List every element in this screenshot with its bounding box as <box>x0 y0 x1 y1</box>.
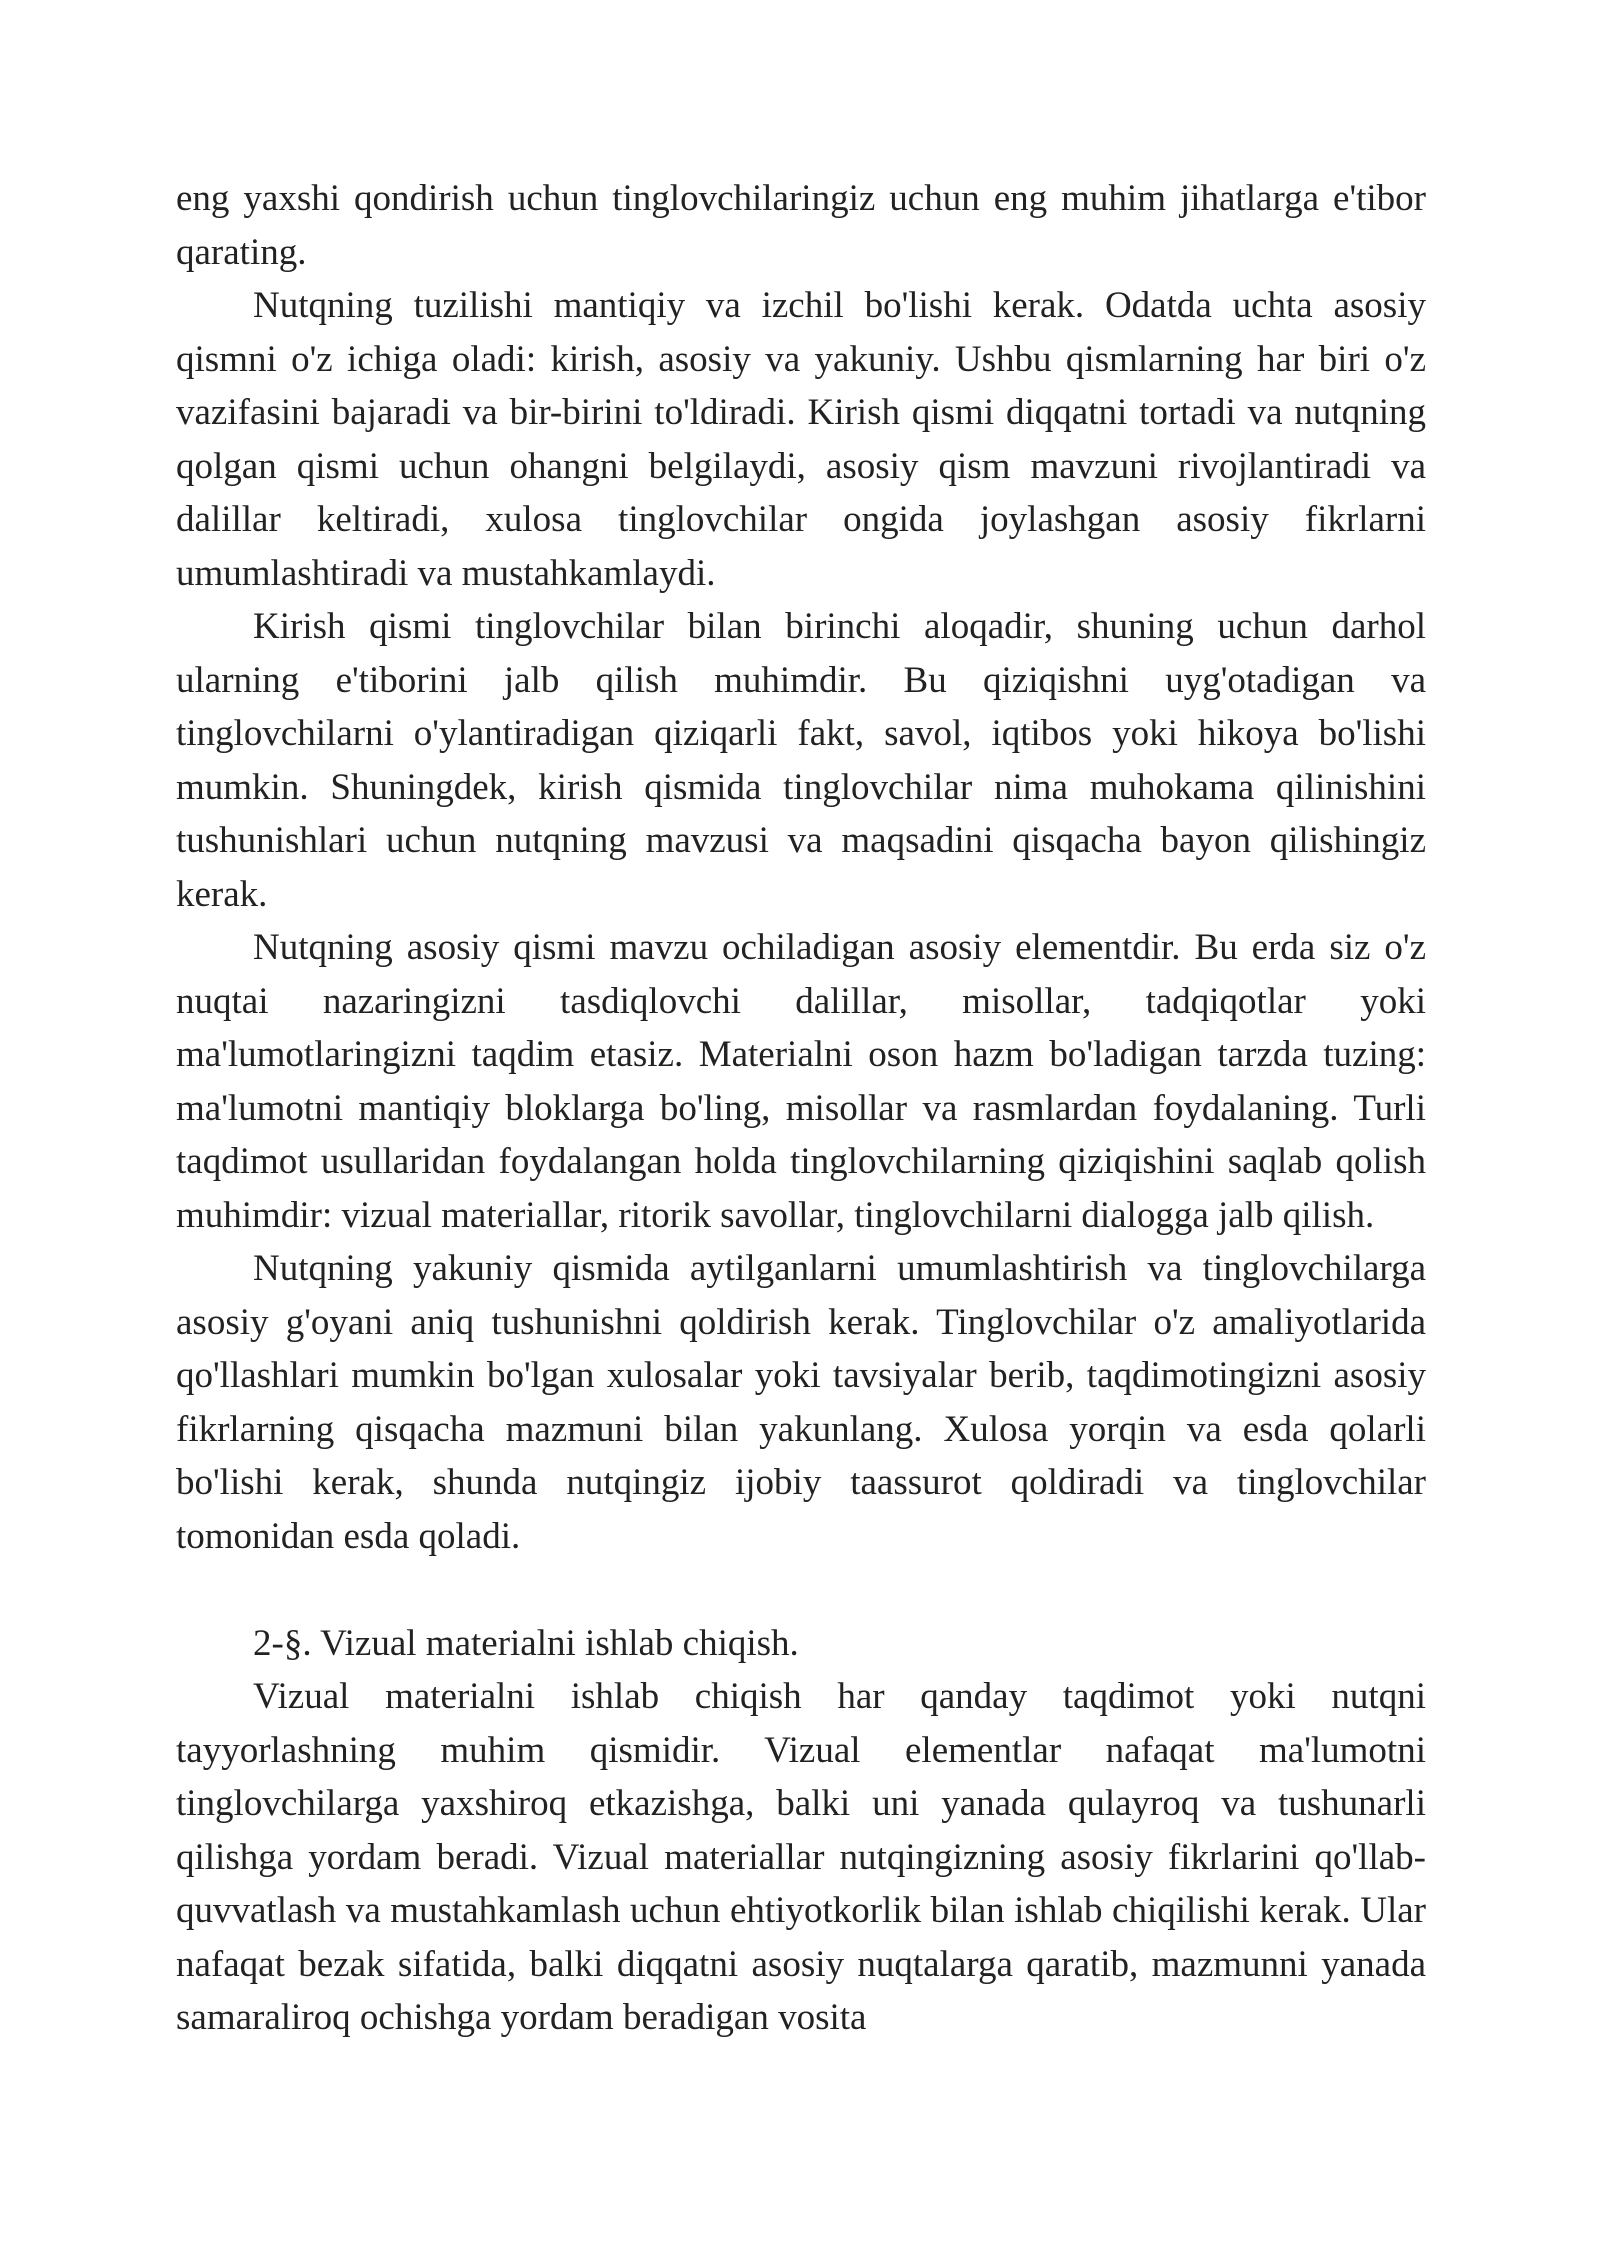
paragraph-visual-material: Vizual materialni ishlab chiqish har qanday taqdimot yoki nutqni tayyorlashning muhim qismidir. Vizual elementlar nafaqat ma'lumotni tinglovchilarga yaxshiroq etkazishga, balki uni yanada qulayroq va tushunarli qilishga yordam beradi. Vizual materiallar nutqingizning asosiy fikrlarini qo'llab-quvvatlash va mustahkamlash uchun ehtiyotkorlik bilan ishlab chiqilishi kerak. Ular nafaqat bezak sifatida, balki diqqatni asosiy nuqtalarga qaratib, mazmunni yanada samaraliroq ochishga yordam beradigan vosita <box>176 1676 1426 2038</box>
paragraph-introduction: Kirish qismi tinglovchilar bilan birinchi aloqadir, shuning uchun darhol ularning e'tiborini jalb qilish muhimdir. Bu qiziqishni uyg'otadigan va tinglovchilarni o'ylantiradigan qiziqarli fakt, savol, iqtibos yoki hikoya bo'lishi mumkin. Shuningdek, kirish qismida tinglovchilar nima muhokama qilinishini tushunishlari uchun nutqning mavzusi va maqsadini qisqacha bayon qilishingiz kerak. <box>176 606 1426 915</box>
paragraph-continuation: eng yaxshi qondirish uchun tinglovchilaringiz uchun eng muhim jihatlarga e'tibor qarating. <box>176 178 1426 273</box>
paragraph-conclusion: Nutqning yakuniy qismida aytilganlarni umumlashtirish va tinglovchilarga asosiy g'oyani aniq tushunishni qoldirish kerak. Tinglovchilar o'z amaliyotlarida qo'llashlari mumkin bo'lgan xulosalar yoki tavsiyalar berib, taqdimotingizni asosiy fikrlarning qisqacha mazmuni bilan yakunlang. Xulosa yorqin va esda qolarli bo'lishi kerak, shunda nutqingiz ijobiy taassurot qoldiradi va tinglovchilar tomonidan esda qoladi. <box>176 1248 1426 1557</box>
paragraph-main-part: Nutqning asosiy qismi mavzu ochiladigan asosiy elementdir. Bu erda siz o'z nuqtai nazaringizni tasdiqlovchi dalillar, misollar, tadqiqotlar yoki ma'lumotlaringizni taqdim etasiz. Materialni oson hazm bo'ladigan tarzda tuzing: ma'lumotni mantiqiy bloklarga bo'ling, misollar va rasmlardan foydalaning. Turli taqdimot usullaridan foydalangan holda tinglovchilarning qiziqishini saqlab qolish muhimdir: vizual materiallar, ritorik savollar, tinglovchilarni dialogga jalb qilish. <box>176 927 1426 1236</box>
paragraph-speech-structure: Nutqning tuzilishi mantiqiy va izchil bo'lishi kerak. Odatda uchta asosiy qismni o'z ichiga oladi: kirish, asosiy va yakuniy. Ushbu qismlarning har biri o'z vazifasini bajaradi va bir-birini to'ldiradi. Kirish qismi diqqatni tortadi va nutqning qolgan qismi uchun ohangni belgilaydi, asosiy qism mavzuni rivojlantiradi va dalillar keltiradi, xulosa tinglovchilar ongida joylashgan asosiy fikrlarni umumlashtiradi va mustahkamlaydi. <box>176 285 1426 594</box>
document-page <box>176 172 1426 2045</box>
section-heading: 2-§. Vizual materialni ishlab chiqish. <box>253 1622 799 1664</box>
